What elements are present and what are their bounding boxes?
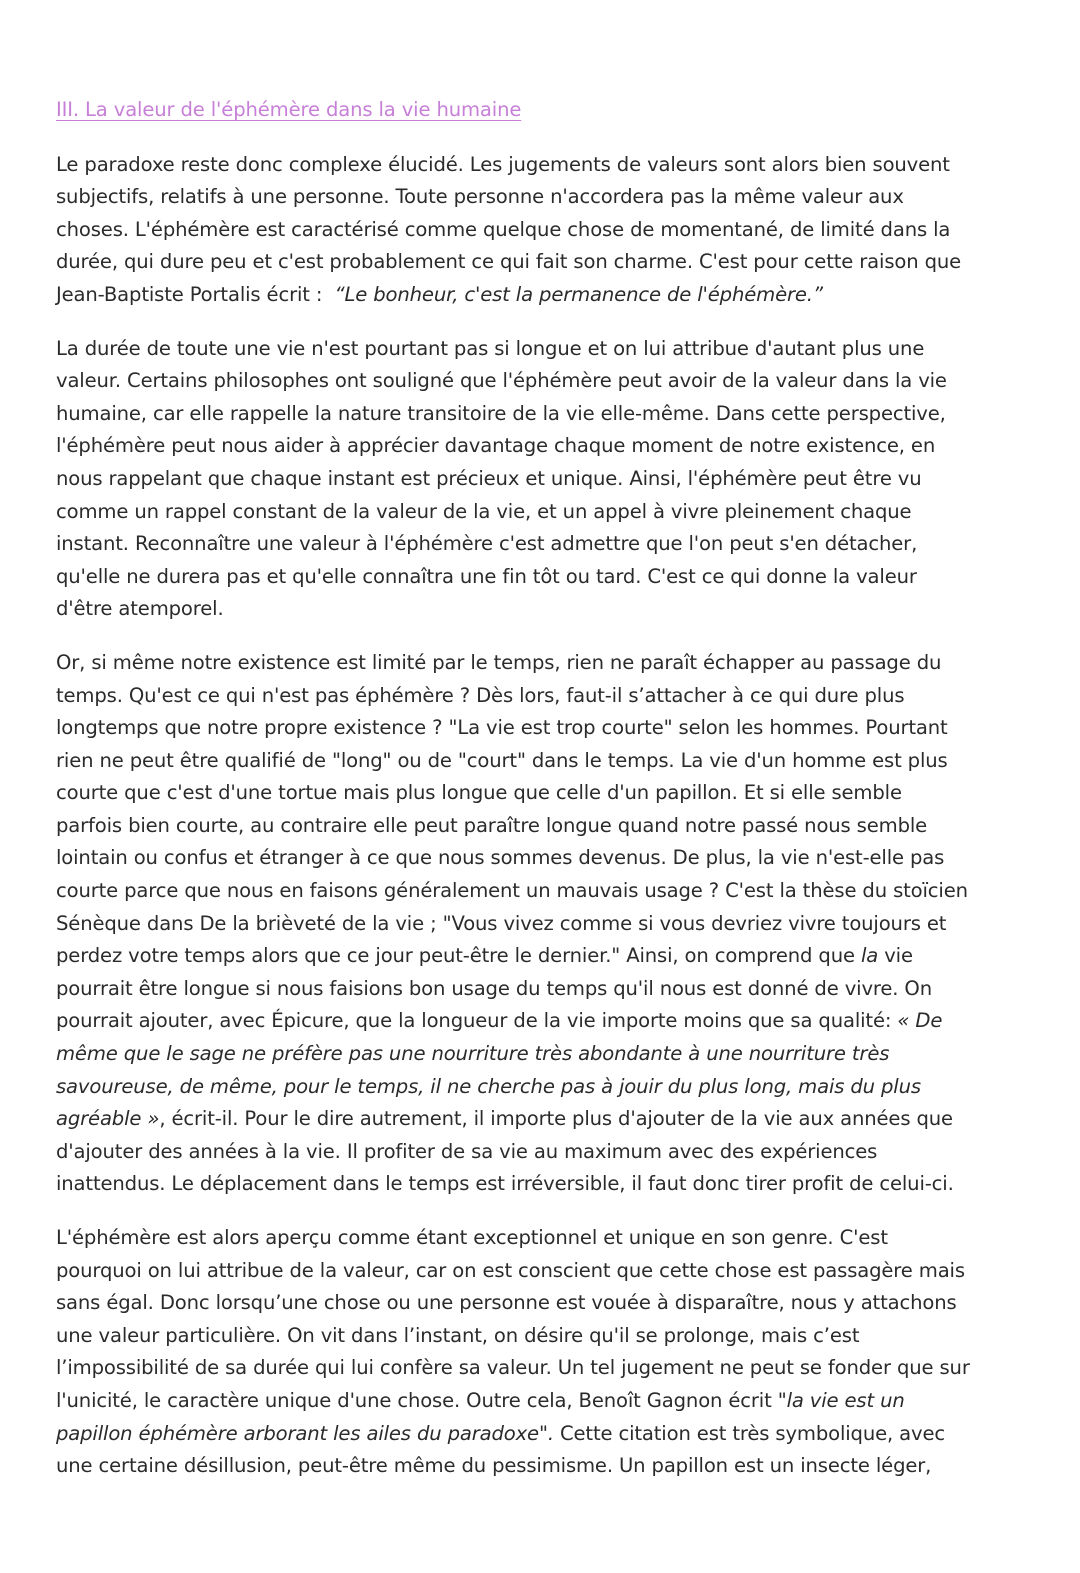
text-line: Or, si même notre existence est limité par le temps, rien ne paraît échapper au passage du xyxy=(56,650,942,674)
text-line: lointain ou confus et étranger à ce que nous sommes devenus. De plus, la vie n'est-elle pas xyxy=(56,846,945,870)
text-line: l’impossibilité de sa durée qui lui confère sa valeur. Un tel jugement ne peut se fonder que sur xyxy=(56,1356,970,1380)
text-line xyxy=(56,1418,1024,1451)
text-line xyxy=(56,940,1024,973)
text-line: sans égal. Donc lorsqu’une chose ou une personne est vouée à disparaître, nous y attachons xyxy=(56,1291,957,1315)
text-line: courte que c'est d'une tortue mais plus longue que celle d'un papillon. Et si elle semble xyxy=(56,781,902,805)
text-line: une valeur particulière. On vit dans l’instant, on désire qu'il se prolonge, mais c’est xyxy=(56,1323,860,1347)
text-line: subjectifs, relatifs à une personne. Toute personne n'accordera pas la même valeur aux xyxy=(56,185,904,209)
text-line: pourrait être longue si nous faisions bon usage du temps qu'il nous est donné de vivre. On xyxy=(56,976,932,1000)
text-line: instant. Reconnaître une valeur à l'éphémère c'est admettre que l'on peut s'en détacher, xyxy=(56,532,918,556)
text-fragment: l'unicité, le caractère unique d'une chose. Outre cela, Benoît Gagnon écrit xyxy=(56,1388,778,1412)
text-fragment: Cette citation est très symbolique, avec xyxy=(553,1421,946,1445)
text-fragment: vie xyxy=(878,944,913,968)
epicure-quote-end: agréable » xyxy=(56,1107,160,1131)
text-fragment: pourrait ajouter, avec Épicure, que la longueur de la vie importe moins que sa qualité: xyxy=(56,1009,898,1033)
text-line xyxy=(56,1038,1024,1071)
text-line: inattendus. Le déplacement dans le temps est irréversible, il faut donc tirer profit de celui-ci. xyxy=(56,1172,954,1196)
text-line: humaine, car elle rappelle la nature transitoire de la vie elle-même. Dans cette perspective, xyxy=(56,401,946,425)
text-line xyxy=(56,279,1024,312)
gagnon-quote-start: "la vie est un xyxy=(777,1388,905,1412)
text-line: courte parce que nous en faisons généralement un mauvais usage ? C'est la thèse du stoïcien xyxy=(56,879,968,903)
text-line: l'éphémère peut nous aider à apprécier davantage chaque moment de notre existence, en xyxy=(56,434,936,458)
text-line: parfois bien courte, au contraire elle peut paraître longue quand notre passé nous semble xyxy=(56,813,928,837)
text-line: rien ne peut être qualifié de "long" ou de "court" dans le temps. La vie d'un homme est plus xyxy=(56,748,948,772)
paragraph-2 xyxy=(56,333,1024,626)
text-line: longtemps que notre propre existence ? "La vie est trop courte" selon les hommes. Pourtant xyxy=(56,716,948,740)
text-line xyxy=(56,1103,1024,1136)
paragraph-4 xyxy=(56,1222,1024,1483)
portalis-quote: “Le bonheur, c'est la permanence de l'éphémère.” xyxy=(334,282,823,306)
document-page xyxy=(56,94,1024,1504)
text-line xyxy=(56,1385,1024,1418)
text-line: valeur. Certains philosophes ont souligné que l'éphémère peut avoir de la valeur dans la vie xyxy=(56,369,947,393)
text-line: Le paradoxe reste donc complexe élucidé. Les jugements de valeurs sont alors bien souvent xyxy=(56,152,950,176)
paragraph-1 xyxy=(56,149,1024,312)
epicure-quote: même que le sage ne préfère pas une nourriture très abondante à une nourriture très xyxy=(56,1042,890,1066)
text-line: d'ajouter des années à la vie. Il profiter de sa vie au maximum avec des expériences xyxy=(56,1139,878,1163)
gagnon-quote-end: papillon éphémère arborant les ailes du paradoxe". xyxy=(56,1421,554,1445)
text-line: d'être atemporel. xyxy=(56,597,224,621)
text-fragment: perdez votre temps alors que ce jour peut-être le dernier." Ainsi, on comprend que xyxy=(56,944,861,968)
text-fragment: Jean-Baptiste Portalis écrit : xyxy=(56,282,323,306)
text-line: La durée de toute une vie n'est pourtant pas si longue et on lui attribue d'autant plus une xyxy=(56,336,925,360)
text-fragment: , écrit-il. Pour le dire autrement, il importe plus d'ajouter de la vie aux années que xyxy=(159,1107,953,1131)
text-line: qu'elle ne durera pas et qu'elle connaîtra une fin tôt ou tard. C'est ce qui donne la valeur xyxy=(56,564,917,588)
text-line: comme un rappel constant de la valeur de la vie, et un appel à vivre pleinement chaque xyxy=(56,499,912,523)
text-line: choses. L'éphémère est caractérisé comme quelque chose de momentané, de limité dans la xyxy=(56,217,951,241)
text-line: temps. Qu'est ce qui n'est pas éphémère ? Dès lors, faut-il s’attacher à ce qui dure plus xyxy=(56,683,905,707)
paragraph-3 xyxy=(56,647,1024,1201)
text-line: L'éphémère est alors aperçu comme étant exceptionnel et unique en son genre. C'est xyxy=(56,1226,888,1249)
epicure-quote-start: « De xyxy=(897,1009,943,1033)
text-line xyxy=(56,1071,1024,1104)
text-line: nous rappelant que chaque instant est précieux et unique. Ainsi, l'éphémère peut être vu xyxy=(56,466,922,490)
italic-fragment: la xyxy=(860,944,879,968)
text-line: pourquoi on lui attribue de la valeur, car on est conscient que cette chose est passagère mais xyxy=(56,1258,965,1282)
text-line: durée, qui dure peu et c'est probablement ce qui fait son charme. C'est pour cette raison que xyxy=(56,250,962,274)
text-line: une certaine désillusion, peut-être même du pessimisme. Un papillon est un insecte léger, xyxy=(56,1454,932,1478)
text-line: Sénèque dans De la brièveté de la vie ; "Vous vivez comme si vous devriez vivre toujours et xyxy=(56,911,947,935)
section-heading-link[interactable]: III. La valeur de l'éphémère dans la vie humaine xyxy=(56,98,522,121)
text-line xyxy=(56,1005,1024,1038)
epicure-quote: savoureuse, de même, pour le temps, il ne cherche pas à jouir du plus long, mais du plus xyxy=(56,1074,921,1098)
